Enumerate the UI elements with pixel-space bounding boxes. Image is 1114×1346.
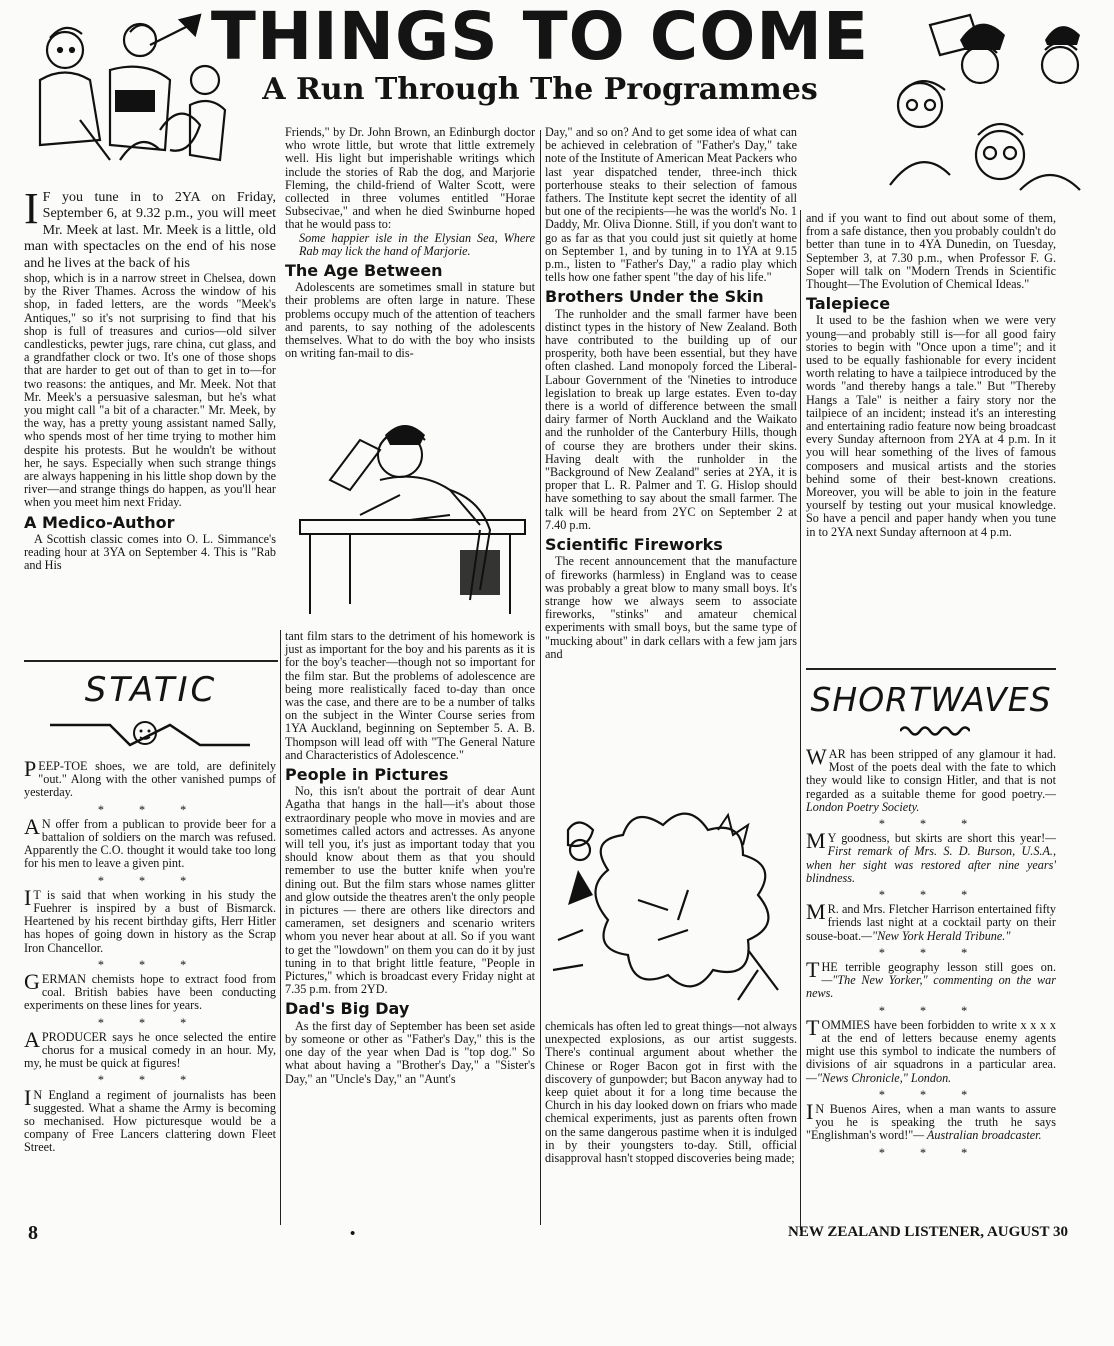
shortwaves-column	[806, 744, 1056, 1161]
people-paragraph: No, this isn't about the portrait of dear Aunt Agatha that hangs in the hall—it's about those extraordinary people who move in movies and are sometimes called actors and actresses. As anyone will tell you, it's just as important today that you should know about them as that you should remember to use the butter knife when you're dining out. But the film stars whose names glitter and glow outside the theatres aren't the only people in pictures — there are others like directors and cameramen, set designers and scenario writers whom you never hear about at all. So if you want to get the "lowdown" on them you can do it by just tuning in to that bright little feature, "People in Pictures," which is broadcast every Friday night at 7.35 p.m. from 2YD.	[285, 784, 535, 997]
footer-bullet: •	[350, 1226, 356, 1242]
masthead: NEW ZEALAND LISTENER, AUGUST 30	[788, 1224, 1068, 1240]
drop-cap: M	[806, 899, 826, 925]
item-source: —First remark of Mrs. S. D. Burson, U.S.A., when her sight was restored after nine years' blindness.	[806, 831, 1056, 885]
static-logo-face-icon	[50, 715, 250, 755]
separator-stars: * * *	[878, 1003, 984, 1018]
explosion-illustration	[548, 810, 798, 1015]
static-item	[24, 813, 276, 871]
shortwaves-item	[806, 1014, 1056, 1085]
item-source: —"News Chronicle," London.	[806, 1070, 952, 1085]
fireworks-paragraph-cont: chemicals has often led to great things—not always unexpected explosions, as our artist suggests. There's continual argument about whether the Chinese or Roger Bacon got in first with the discovery of gunpowder; but Bacon anyway had to keep quiet about it for a long time because the Church in his day looked down on friars who made chemical experiments, just as parents often frown on the same dangerous pastime when it is indulged in by their youngsters to-day. Still, official disapproval hasn't stopped discoveries being made;	[545, 1019, 797, 1166]
heading-dads-big-day: Dad's Big Day	[285, 999, 410, 1019]
chemistry-talk-paragraph: and if you want to find out about some of them, from a safe distance, then you probably couldn't do better than tune in to 4YA Dunedin, on Tuesday, September 3, at 7.30 p.m., when Professor F. G. Soper will talk on "Modern Trends in Scientific Thought—The Evolution of Chemical Ideas."	[806, 211, 1056, 292]
shortwaves-item	[806, 957, 1056, 1001]
boy-writing-illustration	[290, 420, 535, 620]
separator-stars: * * *	[878, 945, 984, 960]
separator-stars: * * *	[97, 1073, 203, 1088]
column-rule	[800, 210, 801, 1230]
shortwaves-item	[806, 899, 1056, 943]
drop-cap: A	[24, 813, 40, 839]
static-item-text: ERMAN chemists hope to extract food from coal. British babies have been conducting experiments on these lines for years.	[24, 972, 276, 1013]
static-item-text: PRODUCER says he once selected the entire chorus for a musical comedy in an hour. My, my, he must be quick at figures!	[24, 1029, 276, 1071]
item-text: R. and Mrs. Fletcher Harrison entertained fifty friends last night at a cocktail party on their souse-boat.	[806, 902, 1056, 943]
separator-stars: * * *	[97, 1015, 203, 1030]
drop-cap: G	[24, 969, 40, 995]
heading-talepiece: Talepiece	[806, 294, 891, 314]
dad-paragraph: As the first day of September has been set aside by someone or other as "Father's Day," this is the one day of the year when Dad is "top dog." So what about having a "Brother's Day," a "Sister's Day," an "Uncle's Day," an "Aunt's	[285, 1018, 535, 1086]
column-rule	[540, 130, 541, 1225]
medico-paragraph: A Scottish classic comes into O. L. Simmance's reading hour at 3YA on September 4. This is "Rab and His	[24, 531, 276, 573]
drop-cap: I	[806, 1099, 814, 1125]
shortwaves-item	[806, 744, 1056, 814]
static-item	[24, 756, 276, 800]
separator-stars: * * *	[97, 802, 203, 817]
crowd-cartoon-right	[870, 5, 1100, 205]
heading-age-between: The Age Between	[285, 261, 443, 281]
shortwaves-item	[806, 1099, 1056, 1143]
lead-paragraph	[24, 184, 276, 272]
item-text: N Buenos Aires, when a man wants to assure you he is speaking the truth he says "Englishman's word!"	[806, 1102, 1056, 1143]
static-item	[24, 969, 276, 1013]
column-1	[24, 184, 276, 573]
drop-cap: M	[806, 828, 826, 854]
item-text: HE terrible geography lesson still goes on.	[821, 960, 1056, 975]
fireworks-paragraph: The recent announcement that the manufacture of fireworks (harmless) in England was to cease was probably a great blow to many small boys. It's strange how we always seem to associate fireworks, "stinks" and amateur chemical experiments with small boys, but the same type of "mucking about" in dark cellars with a few jam jars and	[545, 554, 797, 661]
drop-cap: W	[806, 744, 827, 769]
drop-cap: A	[24, 1026, 40, 1052]
column-2-bottom	[285, 630, 535, 1086]
static-item	[24, 1026, 276, 1071]
musicians-cartoon-left	[20, 10, 240, 185]
page-title: THINGS TO COME	[210, 0, 870, 75]
drop-cap: I	[24, 184, 39, 233]
drop-cap: P	[24, 756, 37, 781]
drop-cap: I	[24, 1084, 32, 1110]
heading-brothers: Brothers Under the Skin	[545, 287, 764, 307]
static-item-text: EEP-TOE shoes, we are told, are definitely "out." Along with the other vanished pumps of yesterday.	[24, 759, 276, 800]
separator-stars: * * *	[97, 957, 203, 972]
separator-stars: * * *	[878, 888, 984, 903]
static-column	[24, 756, 276, 1159]
shortwaves-top-rule	[806, 668, 1056, 670]
shortwaves-title: SHORTWAVES	[810, 680, 1052, 719]
fathers-day-paragraph: Day," and so on? And to get some idea of what can be achieved in celebration of "Father's Day," take note of the Institute of American Meat Packers who last year dispatched tender, three-inch thick porterhouse steaks to their selection of famous fathers. The Institute kept secret the identity of all but one of the recipients—he was the world's No. 1 Daddy, Mr. Oliva Dionne. Still, if you don't want to go as far as that you could just sit quietly at home on September 1, and by tuning in to 1YA at 9.15 p.m., listen to "Father's Day," a radio play which tells how one father spent "the day of his life."	[545, 125, 797, 285]
column-2-top	[285, 126, 535, 360]
static-item	[24, 1084, 276, 1155]
item-text: OMMIES have been forbidden to write x x x x at the end of letters because enemy agents might use this symbol to indicate the numbers of divisions of air squadrons in a particular area.	[806, 1017, 1056, 1072]
column-3-top	[545, 126, 797, 661]
item-source: —London Poetry Society.	[806, 786, 1056, 814]
page-number: 8	[28, 1222, 38, 1244]
brothers-paragraph: The runholder and the small farmer have been distinct types in the history of New Zealand. Both have contributed to the building up of our prosperity, both have been essential, but they have often clashed. Land monopoly forced the Liberal-Labour Government of the 'Nineties to introduce legislation to break up large estates. Even to-day there is a world of difference between the small dairy farmer of North Auckland and the Waikato and the runholder of the Canterbury Hills, though of course they are brothers under their skins. Having dealt with the runholder in the "Background of New Zealand" series at 2YA, it is proper that L. R. Palmer and T. G. Hislop should have something to say about the small farmer. The talk will be heard from 2YC on September 2 at 7.40 p.m.	[545, 306, 797, 532]
item-source: — Australian broadcaster.	[913, 1128, 1042, 1143]
static-item-text: N England a regiment of journalists has been suggested. What a shame the Army is becoming so mechanised. How picturesque would be a company of Free Lancers clattering down Fleet Street.	[24, 1087, 276, 1155]
lead-text: F you tune in to 2YA on Friday, September 6, at 9.32 p.m., you will meet Mr. Meek at last. Mr. Meek is a little, old man with spectacles on the end of his nose and he lives at the back of his	[24, 190, 276, 271]
item-source: —"New York Herald Tribune."	[861, 928, 1011, 943]
drop-cap: T	[806, 1014, 820, 1040]
rab-paragraph: Friends," by Dr. John Brown, an Edinburgh doctor who wrote little, but wrote that little extremely well. His light but imperishable writings which include the stories of Rab the dog, and Marjorie Fleming, the child-friend of Walter Scott, were collected in three volumes entitled "Horae Subsecivae," and when he died Swinburne hoped that he would pass to:	[285, 125, 535, 232]
age-paragraph: Adolescents are sometimes small in stature but their problems are often large in nature. These problems occupy much of the attention of teachers and parents, to say nothing of the adolescents themselves. What to do with the boy who insists on writing fan-mail to dis-	[285, 280, 535, 361]
separator-stars: * * *	[878, 817, 984, 832]
meek-paragraph: shop, which is in a narrow street in Chelsea, down by the River Thames. Across the window of his shop, in faded letters, are the words "Meek's Antiques," so it's not surprising to find that his shop is full of treasures and curios—old silver candlesticks, pewter jugs, rare china, cut glass, and a grandfather clock or two. It's one of those shops that are harder to get out of than to get in to—for two reasons: the antiques, and Mr. Meek. Not that Mr. Meek's a persuasive salesman, but he's what you might call "a bit of a character." Mr. Meek, by the way, has a pretty young assistant named Sally, who spends most of her time trying to mother him despite his protests. But he wouldn't be without her, he says. Especially when such strange things are always happening in his little shop down by the river—and strange things do happen, as you'll hear when you meet him next Friday.	[24, 271, 276, 510]
separator-stars: * * *	[97, 873, 203, 888]
item-text: Y goodness, but skirts are short this year!	[827, 831, 1046, 846]
item-text: AR has been stripped of any glamour it had. Most of the poets deal with the fate to which they would like to consign Hitler, and that is not regarded as a suitable theme for good poetry.	[806, 747, 1056, 801]
wave-ornament-icon	[900, 724, 970, 738]
heading-fireworks: Scientific Fireworks	[545, 535, 723, 555]
page-subtitle: A Run Through The Programmes	[262, 72, 818, 107]
column-3-bottom	[545, 1020, 797, 1165]
static-item	[24, 884, 276, 955]
static-top-rule	[24, 660, 278, 662]
static-item-text: N offer from a publican to provide beer for a battalion of soldiers on the march was refused. Apparently the C.O. thought it would take too long for his men to leave a given pint.	[24, 816, 276, 871]
item-source: —"The New Yorker," commenting on the war news.	[806, 973, 1056, 1001]
column-4	[806, 212, 1056, 539]
separator-stars: * * *	[878, 1145, 984, 1160]
shortwaves-item	[806, 828, 1056, 885]
age-paragraph-cont: tant film stars to the detriment of his homework is just as important for the boy and his parents as it is for the boy's teacher—though not so important for the film star. But the problems of adolescence are being more realistically faced to-day than once was the case, and there are to be a number of talks on the subject in the Winter Course series from 1YA Auckland, beginning on September 5. A. B. Thompson will lead off with "The General Nature and Characteristics of Adolescence."	[285, 629, 535, 762]
drop-cap: I	[24, 884, 32, 910]
talepiece-paragraph: It used to be the fashion when we were very young—and probably still is—for all good fairy stories to begin with "Once upon a time"; and it used to be equally fashionable for every incident worth relating to have a tailpiece introduced by the words "and thereby hangs a tale." But "Thereby Hangs a Tale" is neither a fairy story nor the tailpiece of an incident; instead it's an interesting and entertaining radio feature now being broadcast every Sunday afternoon from 2YA at 4 p.m. In it you will hear something of the lives of famous composers and musical artists and the stories behind some of their best-known creations. Moreover, you will be able to join in the feature yourself by testing out your musical knowledge. So have a pencil and paper handy when you tune in to 2YA next Sunday afternoon at 4 p.m.	[806, 313, 1056, 539]
static-title: STATIC	[84, 670, 218, 710]
heading-people-pictures: People in Pictures	[285, 765, 449, 785]
verse-quote: Some happier isle in the Elysian Sea, Where Rab may lick the hand of Marjorie.	[299, 230, 535, 258]
heading-medico-author: A Medico-Author	[24, 512, 175, 532]
drop-cap: T	[806, 957, 820, 983]
column-rule	[280, 630, 281, 1225]
separator-stars: * * *	[878, 1087, 984, 1102]
static-item-text: T is said that when working in his study the Fuehrer is inspired by a bust of Bismarck. Heartened by his recent birthday gifts, Herr Hitler has hopes of going down in history as the Scrap Iron Chancellor.	[24, 887, 276, 955]
